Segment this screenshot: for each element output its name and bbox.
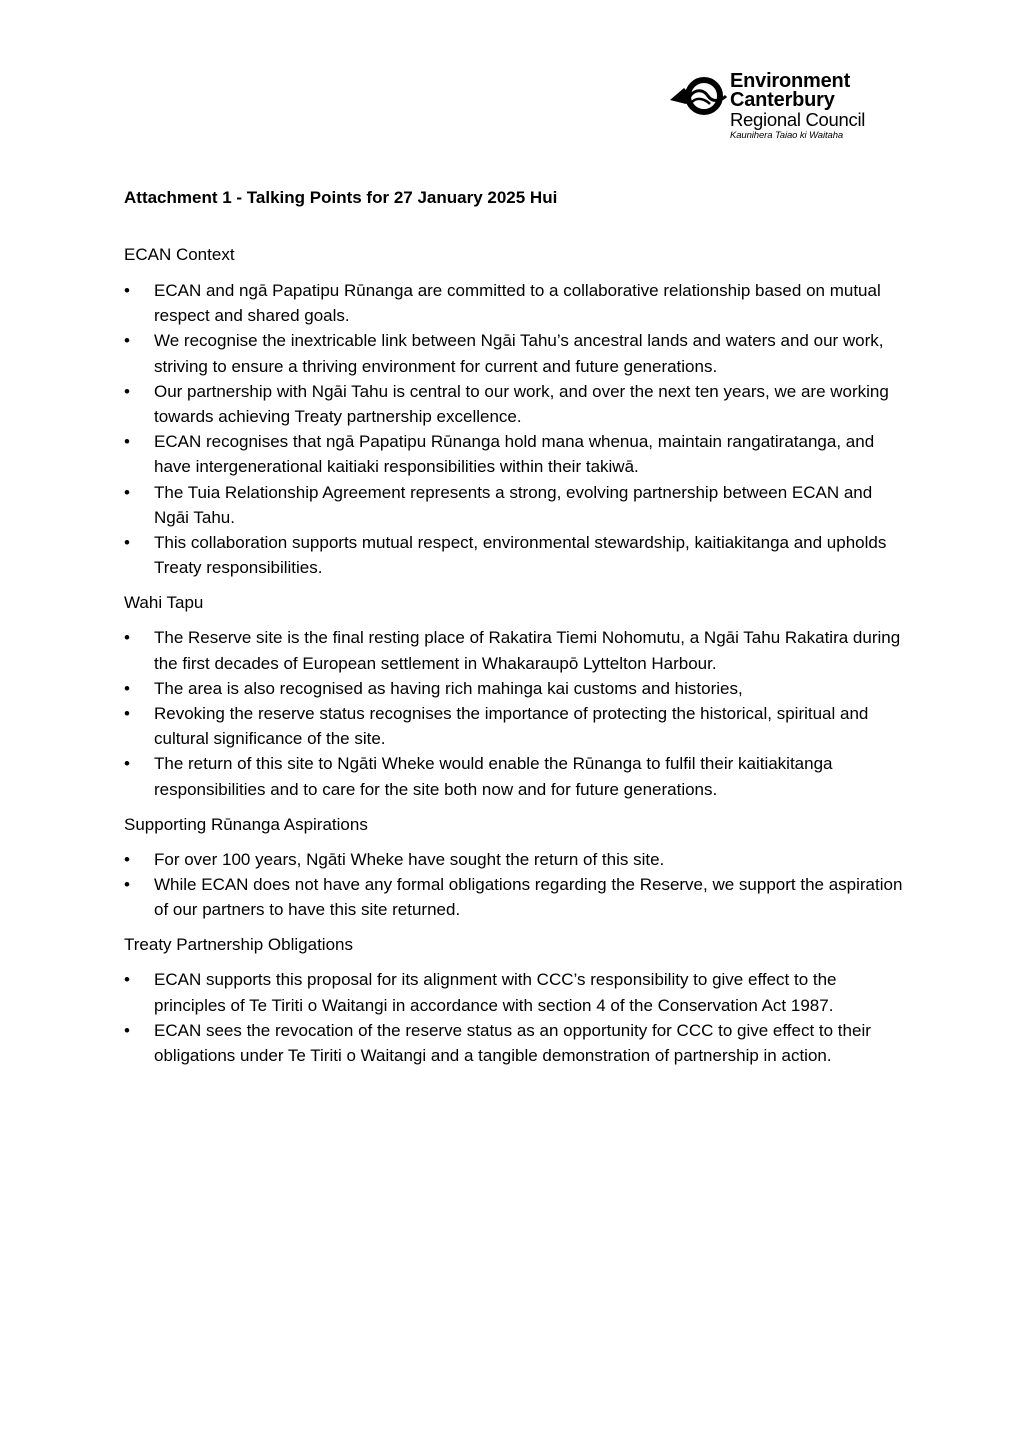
environment-canterbury-logo [668, 72, 878, 146]
list-item [124, 701, 904, 751]
bullet: • [124, 628, 130, 648]
list-item [124, 751, 904, 801]
list-item-text: ECAN supports this proposal for its alignment with CCC’s responsibility to give effect to the principles of Te Tiriti o Waitangi in accordance with section 4 of the Conservation Act 1987. [154, 970, 837, 1015]
list-item-text: For over 100 years, Ngāti Wheke have sought the return of this site. [154, 849, 665, 869]
runanga-aspirations-list [124, 847, 904, 923]
logo-line-environment: Environment [730, 70, 851, 92]
bullet: • [124, 331, 130, 351]
list-item [124, 328, 904, 378]
bullet: • [124, 482, 130, 502]
list-item-text: This collaboration supports mutual respect, environmental stewardship, kaitiakitanga and upholds Treaty responsibilities. [154, 533, 887, 578]
bullet: • [124, 432, 130, 452]
ecan-context-list [124, 278, 904, 580]
bullet: • [124, 704, 130, 724]
logo-line-maori-name: Kaunihera Taiao ki Waitaha [730, 130, 844, 141]
list-item-text: The return of this site to Ngāti Wheke would enable the Rūnanga to fulfil their kaitiakitanga responsibilities and to care for the site both now and for future generations. [154, 754, 833, 799]
treaty-obligations-list [124, 967, 904, 1068]
list-item-text: ECAN and ngā Papatipu Rūnanga are committed to a collaborative relationship based on mutual respect and shared goals. [154, 281, 881, 326]
document-title: Attachment 1 - Talking Points for 27 January 2025 Hui [124, 188, 558, 207]
list-item-text: We recognise the inextricable link between Ngāi Tahu’s ancestral lands and waters and our work, striving to ensure a thriving environment for current and future generations. [154, 331, 884, 376]
list-item-text: While ECAN does not have any formal obligations regarding the Reserve, we support the aspiration of our partners to have this site returned. [154, 875, 903, 920]
logo-line-canterbury: Canterbury [730, 89, 835, 111]
list-item [124, 278, 904, 328]
list-item-text: The Reserve site is the final resting place of Rakatira Tiemi Nohomutu, a Ngāi Tahu Rakatira during the first decades of European settlement in Whakaraupō Lyttelton Harbour. [154, 628, 901, 673]
list-item-text: ECAN sees the revocation of the reserve status as an opportunity for CCC to give effect to their obligations under Te Tiriti o Waitangi and a tangible demonstration of partnership in action. [154, 1020, 871, 1066]
logo-line-regional-council: Regional Council [730, 109, 866, 130]
list-item [124, 379, 904, 429]
list-item [124, 530, 904, 580]
list-item [124, 676, 904, 701]
list-item-text: Our partnership with Ngāi Tahu is central to our work, and over the next ten years, we are working towards achieving Treaty partnership excellence. [154, 381, 889, 427]
list-item [124, 480, 904, 530]
list-item [124, 847, 904, 872]
ecan-logo-icon [668, 74, 728, 118]
bullet: • [124, 678, 130, 698]
list-item [124, 872, 904, 922]
list-item-text: Revoking the reserve status recognises the importance of protecting the historical, spiritual and cultural significance of the site. [154, 704, 869, 749]
bullet: • [124, 875, 130, 895]
bullet: • [124, 381, 130, 401]
section-heading-ecan-context: ECAN Context [124, 245, 235, 264]
bullet: • [124, 754, 130, 774]
bullet: • [124, 533, 130, 553]
bullet: • [124, 281, 130, 300]
section-heading-treaty-partnership-obligations: Treaty Partnership Obligations [124, 935, 353, 955]
list-item [124, 967, 904, 1017]
bullet: • [124, 970, 130, 990]
list-item [124, 625, 904, 675]
bullet: • [124, 1020, 130, 1040]
list-item [124, 429, 904, 479]
list-item-text: The Tuia Relationship Agreement represents a strong, evolving partnership between ECAN and Ngāi Tahu. [154, 482, 873, 527]
section-heading-wahi-tapu: Wahi Tapu [124, 593, 204, 613]
list-item-text: The area is also recognised as having rich mahinga kai customs and histories, [154, 678, 743, 698]
section-heading-supporting-runanga-aspirations: Supporting Rūnanga Aspirations [124, 814, 368, 834]
bullet: • [124, 849, 130, 869]
document-body [124, 186, 904, 1068]
list-item [124, 1018, 904, 1068]
list-item-text: ECAN recognises that ngā Papatipu Rūnanga hold mana whenua, maintain rangatiratanga, and have intergenerational kaitiaki responsibilities within their takiwā. [154, 432, 875, 477]
wahi-tapu-list [124, 625, 904, 801]
